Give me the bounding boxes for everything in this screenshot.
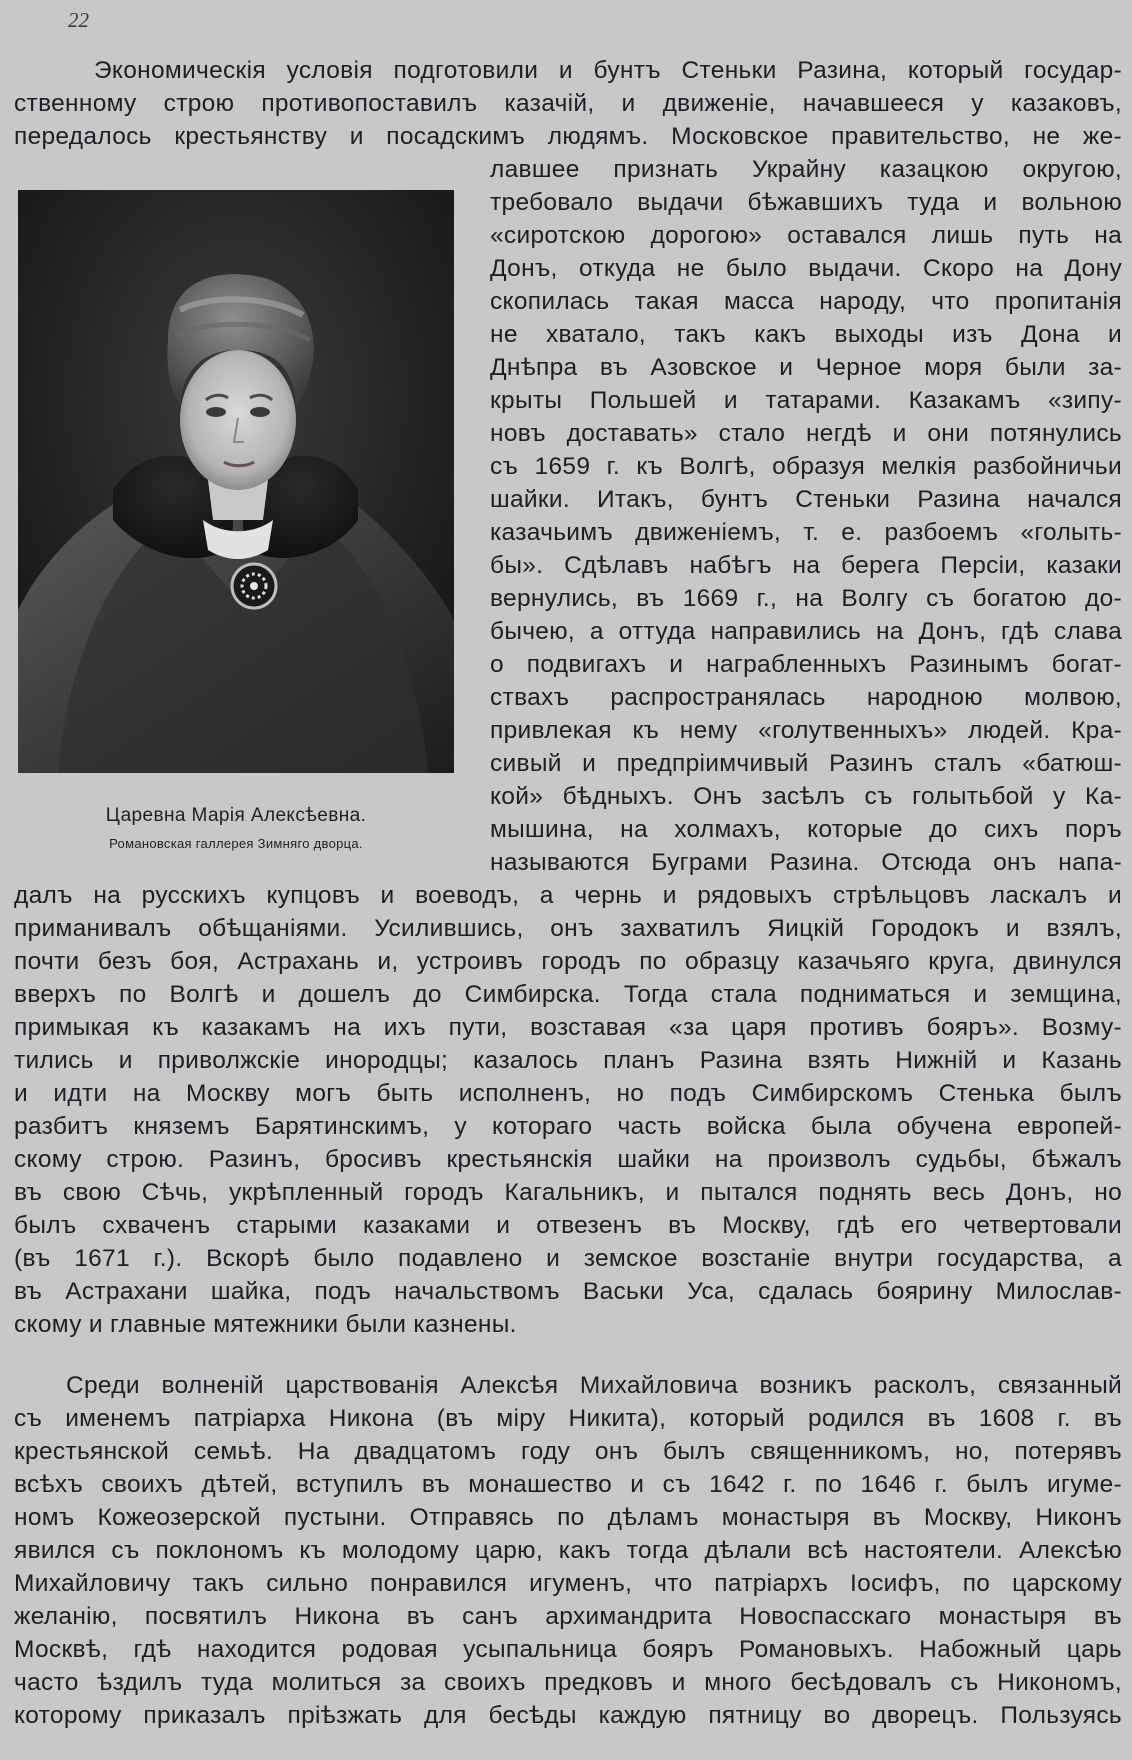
text-line: желанію, посвятилъ Никона въ санъ архимандрита Новоспасскаго монастыря въ bbox=[14, 1603, 1122, 1630]
text-line: Михайловичу такъ сильно понравился игуменъ, что патріархъ Іосифъ, по царскому bbox=[14, 1570, 1122, 1597]
text-line: требовало выдачи бѣжавшихъ туда и вольною bbox=[490, 189, 1122, 216]
text-line: Днѣпра въ Азовское и Черное моря были за- bbox=[490, 354, 1122, 381]
text-line: ственному строю противопоставилъ казачій, и движеніе, начавшееся у казаковъ, bbox=[14, 90, 1122, 117]
text-line: съ 1659 г. къ Волгѣ, образуя мелкія разбойничьи bbox=[490, 453, 1122, 480]
text-line: Москвѣ, гдѣ находится родовая усыпальница бояръ Романовыхъ. Набожный царь bbox=[14, 1636, 1122, 1663]
portrait-image bbox=[18, 190, 454, 773]
text-line: крыты Польшей и татарами. Казакамъ «зипу- bbox=[490, 387, 1122, 414]
portrait-figure bbox=[18, 190, 454, 773]
text-line: часто ѣздилъ туда молиться за своихъ предковъ и много бесѣдовалъ съ Никономъ, bbox=[14, 1669, 1122, 1696]
text-line: бычею, а оттуда направились на Донъ, гдѣ слава bbox=[490, 618, 1122, 645]
text-line: скому и главные мятежники были казнены. bbox=[14, 1311, 517, 1338]
text-line: казачьимъ движеніемъ, т. е. разбоемъ «голыть- bbox=[490, 519, 1122, 546]
text-line: (въ 1671 г.). Вскорѣ было подавлено и земское возстаніе внутри государства, а bbox=[14, 1245, 1122, 1272]
text-line: приманивалъ обѣщаніями. Усилившись, онъ захватилъ Яицкій Городокъ и взялъ, bbox=[14, 915, 1122, 942]
text-line: далъ на русскихъ купцовъ и воеводъ, а чернь и рядовыхъ стрѣльцовъ ласкалъ и bbox=[14, 882, 1122, 909]
text-line: кой» бѣдныхъ. Онъ засѣлъ съ голытьбой у Ка- bbox=[490, 783, 1122, 810]
text-line: бы». Сдѣлавъ набѣгъ на берега Персіи, казаки bbox=[490, 552, 1122, 579]
text-line: не хватало, такъ какъ выходы изъ Дона и bbox=[490, 321, 1122, 348]
text-line: крестьянской семьѣ. На двадцатомъ году онъ былъ священникомъ, но, потерявъ bbox=[14, 1438, 1122, 1465]
text-line: Экономическія условія подготовили и бунтъ Стеньки Разина, который государ- bbox=[94, 57, 1122, 84]
text-line: «сиротскою дорогою» оставался лишь путь на bbox=[490, 222, 1122, 249]
text-line: Среди волненій царствованія Алексѣя Михайловича возникъ расколъ, связанный bbox=[66, 1372, 1122, 1399]
text-line: передалось крестьянству и посадскимъ людямъ. Московское правительство, не же- bbox=[14, 123, 1122, 150]
text-line: номъ Кожеозерской пустыни. Отправясь по дѣламъ монастыря въ Москву, Никонъ bbox=[14, 1504, 1122, 1531]
text-line: съ именемъ патріарха Никона (въ міру Никита), который родился въ 1608 г. въ bbox=[14, 1405, 1122, 1432]
text-line: всѣхъ своихъ дѣтей, вступилъ въ монашество и съ 1642 г. по 1646 г. былъ игуме- bbox=[14, 1471, 1122, 1498]
page-number: 22 bbox=[68, 8, 89, 32]
text-line: разбитъ княземъ Барятинскимъ, у котораго часть войска была обучена европей- bbox=[14, 1113, 1122, 1140]
text-line: явился съ поклономъ къ молодому царю, какъ тогда дѣлали всѣ настоятели. Алексѣю bbox=[14, 1537, 1122, 1564]
text-line: о подвигахъ и награбленныхъ Разинымъ богат- bbox=[490, 651, 1122, 678]
text-line: въ свою Сѣчь, укрѣпленный городъ Кагальникъ, и пытался поднять весь Донъ, но bbox=[14, 1179, 1122, 1206]
text-line: которому приказалъ пріѣзжать для бесѣды каждую пятницу во дворецъ. Пользуясь bbox=[14, 1702, 1122, 1729]
text-line: лавшее признать Украйну казацкою округою, bbox=[490, 156, 1122, 183]
text-line: мышина, на холмахъ, которые до сихъ поръ bbox=[490, 816, 1122, 843]
text-line: скопилась такая масса народу, что пропитанія bbox=[490, 288, 1122, 315]
text-line: почти безъ боя, Астрахань и, устроивъ городъ по образцу казачьяго круга, двинулся bbox=[14, 948, 1122, 975]
text-line: скому строю. Разинъ, бросивъ крестьянскія шайки на произволъ судьбы, бѣжалъ bbox=[14, 1146, 1122, 1173]
text-line: новъ доставать» стало негдѣ и они потянулись bbox=[490, 420, 1122, 447]
text-line: и идти на Москву могъ быть исполненъ, но подъ Симбирскомъ Стенька былъ bbox=[14, 1080, 1122, 1107]
text-line: тились и приволжскіе инородцы; казалось планъ Разина взять Нижній и Казань bbox=[14, 1047, 1122, 1074]
figure-caption-title: Царевна Марія Алексѣевна. bbox=[105, 805, 367, 826]
text-line: Донъ, откуда не было выдачи. Скоро на Дону bbox=[490, 255, 1122, 282]
text-line: вернулись, въ 1669 г., на Волгу съ богатою до- bbox=[490, 585, 1122, 612]
text-line: ствахъ распространялась народною молвою, bbox=[490, 684, 1122, 711]
text-line: называются Буграми Разина. Отсюда онъ напа- bbox=[490, 849, 1122, 876]
text-line: шайки. Итакъ, бунтъ Стеньки Разина начался bbox=[490, 486, 1122, 513]
figure-caption-source: Романовская галлерея Зимняго дворца. bbox=[109, 836, 363, 851]
text-line: въ Астрахани шайка, подъ начальствомъ Васьки Уса, сдалась боярину Милослав- bbox=[14, 1278, 1122, 1305]
text-line: привлекая къ нему «голутвенныхъ» людей. Кра- bbox=[490, 717, 1122, 744]
text-line: примыкая къ казакамъ на ихъ пути, возставая «за царя противъ бояръ». Возму- bbox=[14, 1014, 1122, 1041]
text-line: вверхъ по Волгѣ и дошелъ до Симбирска. Тогда стала подниматься и земщина, bbox=[14, 981, 1122, 1008]
text-line: сивый и предпріимчивый Разинъ сталъ «батюш- bbox=[490, 750, 1122, 777]
text-line: былъ схваченъ старыми казаками и отвезенъ въ Москву, гдѣ его четвертовали bbox=[14, 1212, 1122, 1239]
